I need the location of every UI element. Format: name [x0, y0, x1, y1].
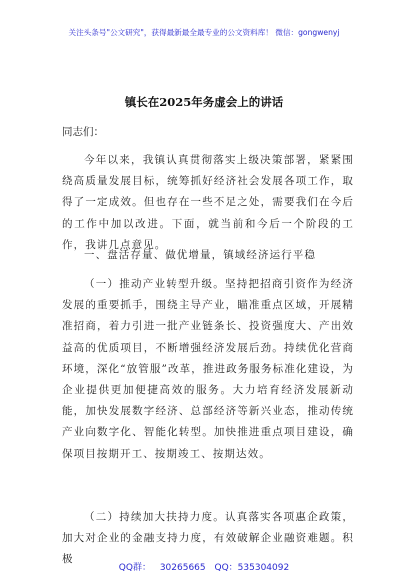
section1-paragraph-1: [62, 274, 354, 465]
intro-paragraph: [62, 150, 354, 256]
intro-text: 今年以来，我镇认真贯彻落实上级决策部署，紧紧围绕高质量发展目标，统筹抓好经济社会发展各项工作，取得了一定成效。但也存在一些不足之处，需要我们在今后的工作中加以改进。下面，就当前和今后一个阶段的工作，我讲几点意见。: [62, 154, 354, 251]
section1-paragraph-2-text: （二）持续加大扶持力度。认真落实各项惠企政策，加大对企业的金融支持力度，有效破解企业融资难题。积极: [62, 511, 354, 566]
section1-paragraph-1-text: （一）推动产业转型升级。坚持把招商引资作为经济发展的重要抓手，围绕主导产业，瞄准重点区域，开展精准招商，着力引进一批产业链条长、投资强度大、产出效益高的优质项目，不断增强经济发展后劲。持续优化营商环境，深化“放管服”改革，推进政务服务标准化建设，为企业提供更加便捷高效的服务。大力培育经济发展新动能，加快发展数字经济、总部经济等新兴业态，推动传统产业向数字化、智能化转型。加快推进重点项目建设，确保项目按期开工、按期竣工、按期达效。: [62, 278, 354, 460]
document-title: 镇长在2025年务虚会上的讲话: [124, 95, 284, 109]
header-promo-note: 关注头条号"公文研究"，获得最新最全最专业的公文资料库！ 微信：gongwenyj: [68, 28, 340, 37]
section-heading-1: 一、盘活存量、做优增量，镇域经济运行平稳: [84, 249, 316, 261]
footer-contact-note: QQ群： 30265665 QQ：535304092: [118, 563, 290, 573]
salutation: 同志们：: [62, 126, 104, 138]
